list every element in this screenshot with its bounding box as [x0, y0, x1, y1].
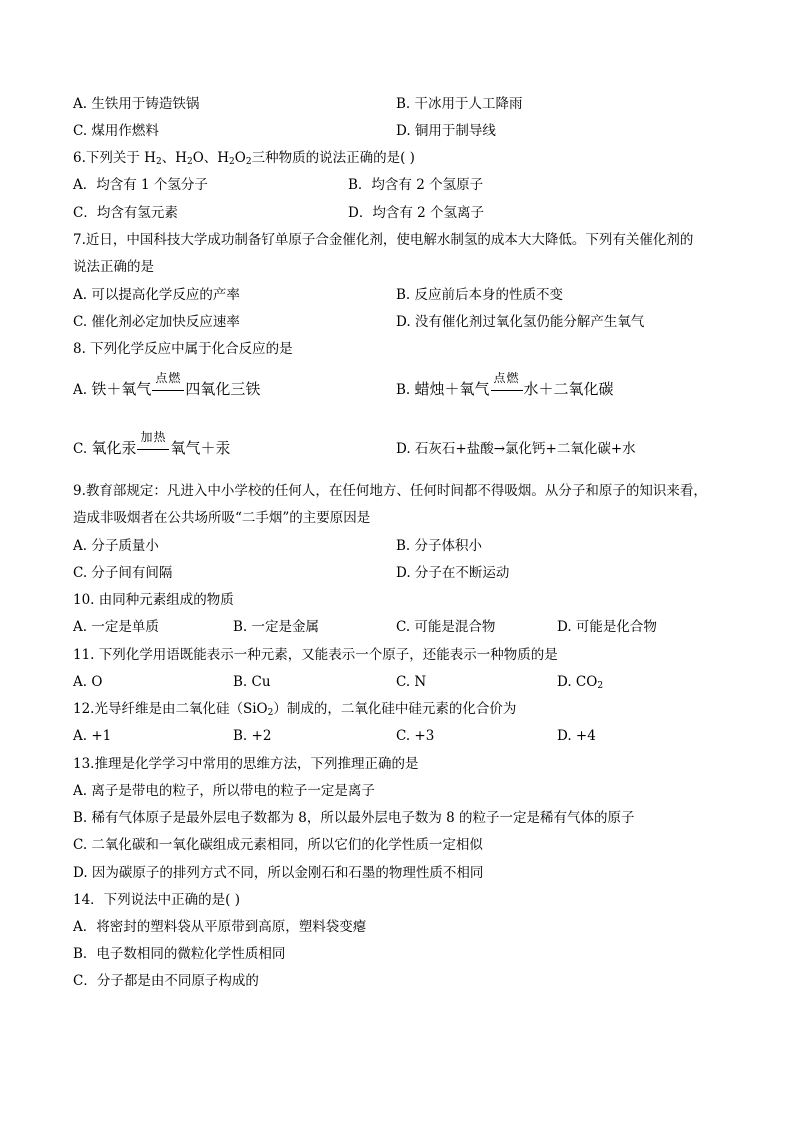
q5-option-d: D. 铜用于制导线 [396, 123, 496, 139]
q6-option-c: C．均含有氢元素 [73, 205, 178, 221]
q7-option-d: D. 没有催化剂过氧化氢仍能分解产生氧气 [396, 314, 645, 330]
q8-option-c-label: C. [73, 441, 88, 457]
q5-option-a: A. 生铁用于铸造铁锅 [73, 96, 200, 112]
q11-option-b: B. Cu [233, 674, 271, 690]
q9-option-d: D. 分子在不断运动 [396, 565, 510, 581]
q9-stem-line1: 9.教育部规定：凡进入中小学校的任何人，在任何地方、任何时间都不得吸烟。从分子和原子的知识来看， [73, 483, 707, 499]
q11-option-d: D. $CO_2$ [557, 674, 604, 691]
q12-option-c: C. +3 [396, 728, 435, 744]
q8-option-c [73, 430, 231, 458]
q12-option-a: A. +1 [73, 728, 112, 744]
q8-option-b-products: 水＋二氧化碳 [523, 380, 614, 398]
q12-option-b: B. +2 [233, 728, 272, 744]
q14-option-c: C．分子都是由不同原子构成的 [73, 973, 259, 989]
q6-option-d: D．均含有 2 个氢离子 [348, 205, 484, 221]
q7-option-b: B. 反应前后本身的性质不变 [396, 287, 564, 303]
q13-option-c: C. 二氧化碳和一氧化碳组成元素相同，所以它们的化学性质一定相似 [73, 837, 483, 853]
q8-option-b-label: B. [396, 382, 411, 398]
q9-option-b: B. 分子体积小 [396, 538, 483, 554]
q8-stem: 8. 下列化学反应中属于化合反应的是 [73, 341, 293, 357]
q8-option-a [73, 371, 261, 399]
q8-option-b-arrow [490, 371, 524, 399]
q8-option-a-products: 四氧化三铁 [185, 380, 261, 398]
q10-option-d: D. 可能是化合物 [557, 619, 657, 635]
q8-option-b-condition: 点燃 [493, 371, 520, 385]
q14-stem: 14．下列说法中正确的是( ) [73, 892, 241, 908]
q8-option-a-condition: 点燃 [155, 371, 182, 385]
q7-option-c: C. 催化剂必定加快反应速率 [73, 314, 240, 330]
q12-option-d: D. +4 [557, 728, 596, 744]
q8-option-d: D. 石灰石+盐酸→氯化钙+二氧化碳+水 [396, 441, 636, 457]
q9-option-a: A. 分子质量小 [73, 538, 159, 554]
q8-option-c-condition: 加热 [140, 430, 167, 444]
q8-option-b [396, 371, 614, 399]
q9-option-c: C. 分子间有间隔 [73, 565, 173, 581]
q6-stem: 6.下列关于 $H_2$、$H_2O$、$H_2O_2$三种物质的说法正确的是( ) [73, 150, 415, 167]
q14-option-a: A．将密封的塑料袋从平原带到高原，塑料袋变瘪 [73, 919, 367, 935]
q13-option-b: B. 稀有气体原子是最外层电子数都为 8，所以最外层电子数为 8 的粒子一定是稀有气体的原子 [73, 810, 635, 826]
q8-option-a-label: A. [73, 382, 88, 398]
q8-option-b-reactants: 蜡烛＋氧气 [414, 380, 490, 398]
q8-option-c-reactants: 氧化汞 [91, 439, 137, 457]
q7-stem-line2: 说法正确的是 [73, 259, 154, 275]
q10-option-b: B. 一定是金属 [233, 619, 320, 635]
q8-option-c-products: 氧气＋汞 [170, 439, 231, 457]
q10-option-a: A. 一定是单质 [73, 619, 159, 635]
q7-option-a: A. 可以提高化学反应的产率 [73, 287, 240, 303]
q8-option-a-reactants: 铁＋氧气 [91, 380, 152, 398]
q11-option-a: A. O [73, 674, 103, 690]
q5-option-b: B. 干冰用于人工降雨 [396, 96, 523, 112]
q8-option-c-arrow [136, 430, 170, 458]
q14-option-b: B．电子数相同的微粒化学性质相同 [73, 946, 286, 962]
q11-option-c: C. N [396, 674, 427, 690]
q10-stem: 10. 由同种元素组成的物质 [73, 592, 234, 608]
q13-option-d: D. 因为碳原子的排列方式不同，所以金刚石和石墨的物理性质不相同 [73, 865, 484, 881]
q11-stem: 11. 下列化学用语既能表示一种元素，又能表示一个原子，还能表示一种物质的是 [73, 647, 558, 663]
q7-stem-line1: 7.近日，中国科技大学成功制备钌单原子合金催化剂，使电解水制氢的成本大大降低。下列有关催化剂的 [73, 232, 694, 248]
q9-stem-line2: 造成非吸烟者在公共场所吸“二手烟”的主要原因是 [73, 510, 371, 526]
q13-stem: 13.推理是化学学习中常用的思维方法，下列推理正确的是 [73, 756, 419, 772]
q12-stem: 12.光导纤维是由二氧化硅（SiO$_2$）制成的，二氧化硅中硅元素的化合价为 [73, 701, 517, 718]
q10-option-c: C. 可能是混合物 [396, 619, 496, 635]
q6-option-b: B．均含有 2 个氢原子 [348, 177, 484, 193]
q8-option-a-arrow [151, 371, 185, 399]
q5-option-c: C. 煤用作燃料 [73, 123, 159, 139]
q6-option-a: A．均含有 1 个氢分子 [73, 177, 208, 193]
q13-option-a: A. 离子是带电的粒子，所以带电的粒子一定是离子 [73, 783, 375, 799]
